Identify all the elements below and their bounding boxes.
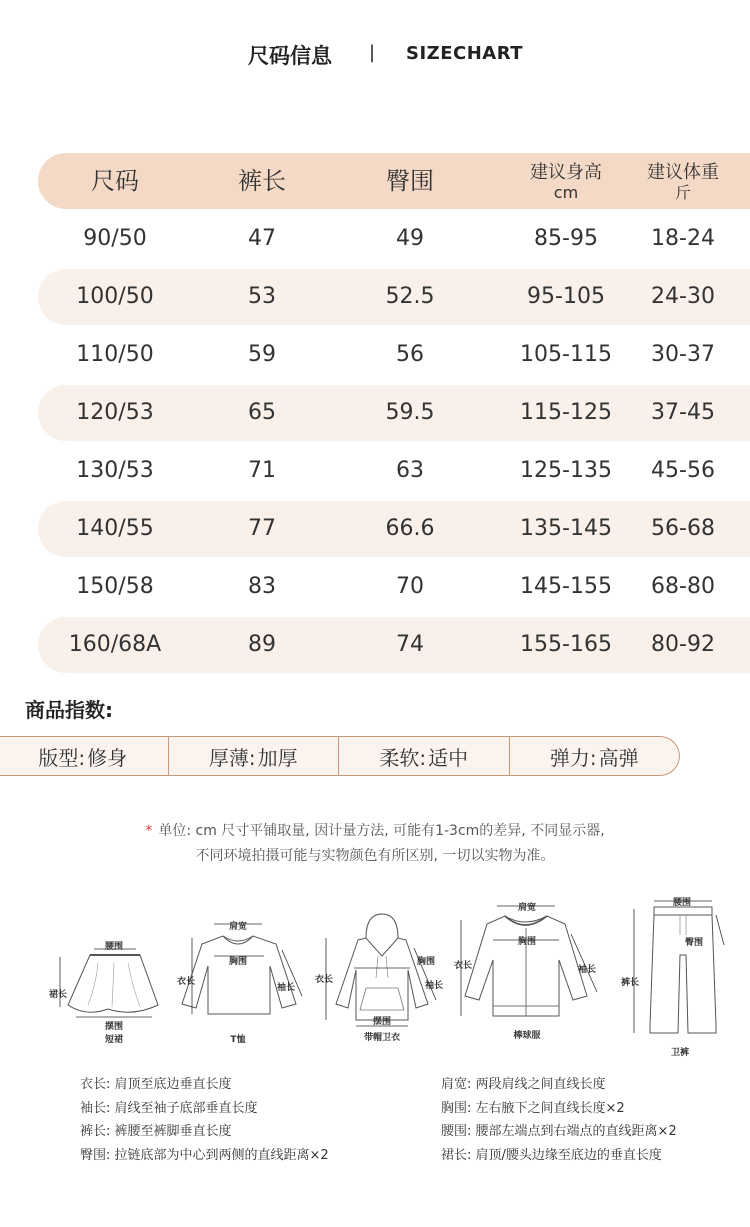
cell-weight: 68-80 [651, 574, 715, 599]
cell-height: 135-145 [520, 516, 612, 541]
hoodie-length-label: 衣长 [314, 975, 334, 985]
tshirt-chest-label: 胸围 [228, 957, 248, 967]
cell-size: 150/58 [76, 574, 154, 599]
tshirt-length-label: 衣长 [176, 977, 196, 987]
header-height-label: 建议身高 [530, 162, 602, 183]
cell-weight: 30-37 [651, 342, 715, 367]
baseball-shoulder-label: 肩宽 [517, 903, 537, 913]
product-index-title: 商品指数: [25, 698, 113, 722]
skirt-diagram [48, 935, 168, 1045]
pants-hip-label: 臀围 [684, 938, 704, 948]
table-row [38, 617, 750, 673]
cell-height: 105-115 [520, 342, 612, 367]
cell-hip: 52.5 [385, 284, 435, 309]
index-elasticity-label: 弹力: [549, 745, 597, 770]
cell-hip: 49 [396, 226, 424, 251]
baseball-length-label: 衣长 [453, 961, 473, 971]
table-row [38, 269, 750, 325]
tshirt-shoulder-label: 肩宽 [228, 922, 248, 932]
title-cn: 尺码信息 [248, 44, 332, 68]
skirt-waist-label: 腰围 [104, 942, 124, 952]
definitions-right [441, 1073, 677, 1167]
table-row [38, 559, 750, 615]
header-height-unit: cm [553, 183, 579, 202]
cell-pants-length: 65 [248, 400, 276, 425]
note-line-1 [0, 820, 750, 840]
hoodie-hem-label: 摆围 [372, 1017, 392, 1027]
cell-weight: 37-45 [651, 400, 715, 425]
skirt-length-label: 裙长 [48, 990, 68, 1000]
cell-height: 155-165 [520, 632, 612, 657]
title-separator: | [369, 42, 376, 63]
cell-pants-length: 89 [248, 632, 276, 657]
cell-size: 90/50 [83, 226, 147, 251]
index-softness [339, 737, 510, 775]
index-thickness-value: 加厚 [257, 745, 298, 770]
cell-height: 125-135 [520, 458, 612, 483]
cell-hip: 70 [396, 574, 424, 599]
cell-weight: 80-92 [651, 632, 715, 657]
baseball-jacket-diagram [455, 900, 605, 1042]
cell-height: 115-125 [520, 400, 612, 425]
header-weight-label: 建议体重 [647, 162, 719, 183]
pants-name: 卫裤 [670, 1048, 690, 1058]
note-line-1-text: 单位: cm 尺寸平铺取量, 因计量方法, 可能有1-3cm的差异, 不同显示器, [158, 823, 605, 839]
definition-item: 胸围: 左右腋下之间直线长度×2 [441, 1100, 625, 1116]
cell-size: 140/55 [76, 516, 154, 541]
definition-item: 裙长: 肩顶/腰头边缘至底边的垂直长度 [441, 1147, 662, 1163]
header-pants-length: 裤长 [238, 167, 286, 195]
hoodie-diagram [314, 908, 448, 1043]
size-table [38, 153, 750, 673]
definition-item: 裤长: 裤腰至裤脚垂直长度 [80, 1124, 232, 1139]
baseball-name: 棒球服 [513, 1031, 541, 1041]
cell-size: 100/50 [76, 284, 154, 309]
cell-weight: 56-68 [651, 516, 715, 541]
header-size: 尺码 [91, 167, 139, 195]
index-thickness-label: 厚薄: [208, 745, 256, 770]
tshirt-illustration [178, 916, 313, 1041]
index-elasticity [510, 737, 680, 775]
tshirt-name: T恤 [230, 1035, 246, 1045]
note-star: * [145, 823, 153, 839]
table-row [38, 327, 750, 383]
cell-hip: 56 [396, 342, 424, 367]
definition-item: 臀围: 拉链底部为中心到两侧的直线距离×2 [80, 1147, 329, 1163]
title-row [0, 40, 750, 72]
pants-waist-label: 腰围 [672, 898, 692, 908]
index-softness-label: 柔软: [379, 745, 427, 770]
product-index-bar [0, 736, 680, 776]
cell-size: 110/50 [76, 342, 154, 367]
size-table-header [38, 153, 750, 209]
header-weight-unit: 斤 [674, 183, 691, 202]
definition-item: 肩宽: 两段肩线之间直线长度 [441, 1077, 606, 1092]
pants-length-label: 裤长 [620, 978, 640, 988]
hoodie-name: 带帽卫衣 [363, 1033, 401, 1043]
baseball-chest-label: 胸围 [517, 937, 537, 947]
definitions-left [80, 1073, 329, 1167]
index-fit [0, 737, 169, 775]
index-elasticity-value: 高弹 [598, 745, 639, 770]
index-fit-value: 修身 [87, 745, 128, 770]
note-line-2: 不同环境拍摄可能与实物颜色有所区别, 一切以实物为准。 [195, 848, 555, 864]
skirt-hem-label: 摆围 [104, 1022, 124, 1032]
definition-item: 袖长: 肩线至袖子底部垂直长度 [80, 1100, 258, 1116]
definition-item: 腰围: 腰部左端点到右端点的直线距离×2 [441, 1124, 677, 1139]
cell-hip: 74 [396, 632, 424, 657]
cell-height: 85-95 [534, 226, 598, 251]
tshirt-sleeve-label: 袖长 [276, 983, 296, 993]
index-fit-label: 版型: [38, 745, 86, 770]
cell-weight: 24-30 [651, 284, 715, 309]
cell-size: 130/53 [76, 458, 154, 483]
cell-size: 120/53 [76, 400, 154, 425]
cell-height: 145-155 [520, 574, 612, 599]
cell-hip: 66.6 [385, 516, 435, 541]
header-hip: 臀围 [386, 167, 434, 195]
cell-pants-length: 83 [248, 574, 276, 599]
index-thickness [169, 737, 340, 775]
index-softness-value: 适中 [428, 745, 469, 770]
table-row [38, 211, 750, 267]
title-en: SIZECHART [406, 43, 524, 64]
cell-pants-length: 53 [248, 284, 276, 309]
table-row [38, 443, 750, 499]
table-row [38, 501, 750, 557]
cell-size: 160/68A [68, 632, 162, 657]
hoodie-chest-label: 胸围 [416, 957, 436, 967]
cell-pants-length: 77 [248, 516, 276, 541]
cell-pants-length: 71 [248, 458, 276, 483]
cell-weight: 45-56 [651, 458, 715, 483]
pants-diagram [620, 895, 730, 1057]
cell-hip: 59.5 [385, 400, 435, 425]
cell-hip: 63 [396, 458, 424, 483]
skirt-name: 短裙 [104, 1035, 124, 1045]
cell-weight: 18-24 [651, 226, 715, 251]
cell-height: 95-105 [527, 284, 605, 309]
table-row [38, 385, 750, 441]
hoodie-sleeve-label: 袖长 [424, 981, 444, 991]
cell-pants-length: 59 [248, 342, 276, 367]
cell-pants-length: 47 [248, 226, 276, 251]
definition-item: 衣长: 肩顶至底边垂直长度 [80, 1077, 232, 1092]
baseball-sleeve-label: 袖长 [577, 965, 597, 975]
tshirt-diagram [176, 916, 313, 1045]
